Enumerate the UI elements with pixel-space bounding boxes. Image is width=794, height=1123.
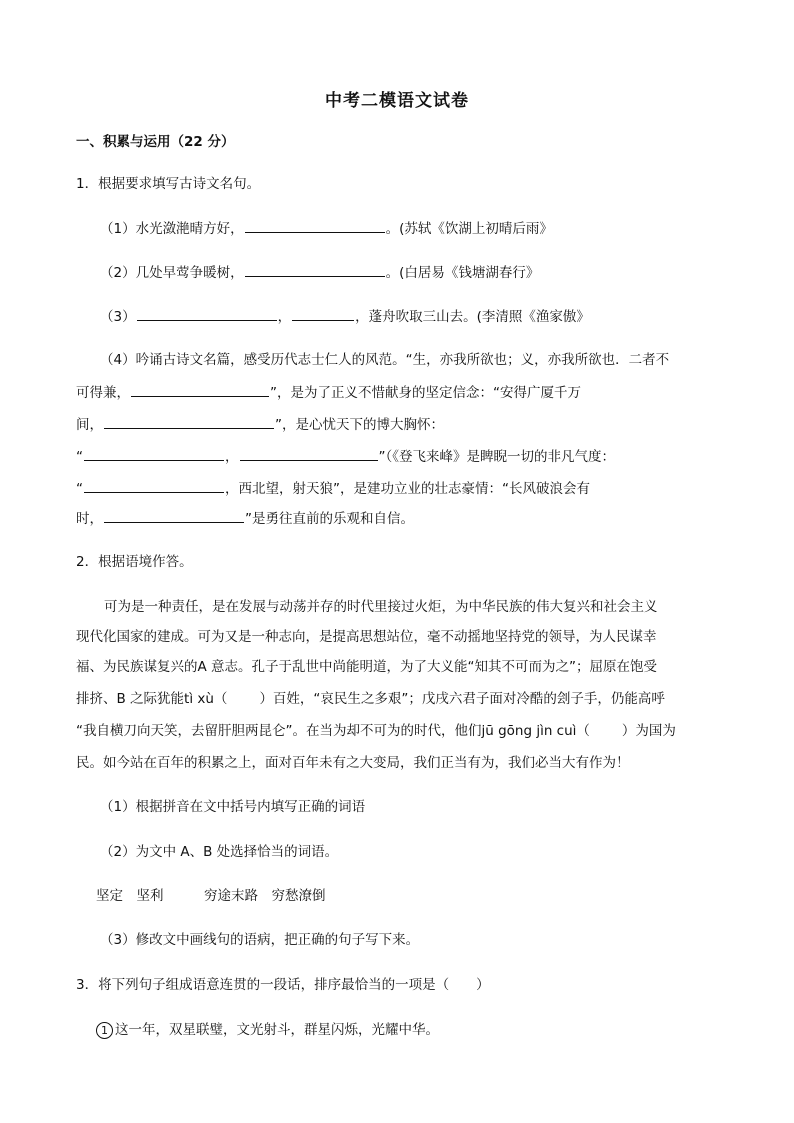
passage-line: “我自横刀向天笑，去留肝胆两昆仑”。在当为却不可为的时代，他们jū gōng jìn cuì（ ）为国为 [76, 723, 676, 739]
q1-item-4-line: “ ，西北望，射天狼”，是建功立业的壮志豪情：“长风破浪会有 [76, 478, 590, 499]
answer-blank[interactable] [84, 446, 224, 461]
passage-line: 排挤、B 之际犹能tì xù（ ）百姓，“哀民生之多艰”；戊戌六君子面对冷酷的刽子手，仍能高呼 [76, 691, 665, 707]
q2-subquestion-3: （3）修改文中画线句的语病，把正确的句子写下来。 [100, 932, 420, 948]
answer-blank[interactable] [137, 306, 277, 321]
answer-blank[interactable] [104, 414, 274, 429]
q1-item-1: （1）水光潋滟晴方好， 。(苏轼《饮湖上初晴后雨》 [100, 218, 553, 239]
answer-blank[interactable] [245, 218, 385, 233]
question-3-stem: 3．将下列句子组成语意连贯的一段话，排序最恰当的一项是（ ） [76, 977, 490, 993]
q1-item-4-line: “ ， ”（《登飞来峰》是睥睨一切的非凡气度： [76, 446, 615, 467]
q1-item-4-line: （4）吟诵古诗文名篇，感受历代志士仁人的风范。“生，亦我所欲也；义，亦我所欲也．二者不 [100, 352, 670, 368]
q2-subquestion-1: （1）根据拼音在文中括号内填写正确的词语 [100, 799, 366, 815]
passage-line: 民。如今站在百年的积累之上，面对百年未有之大变局，我们正当有为，我们必当大有作为！ [76, 755, 630, 771]
question-1-stem: 1．根据要求填写古诗文名句。 [76, 176, 261, 192]
passage-line: 福、为民族谋复兴的A 意志。孔子于乱世中尚能明道，为了大义能“知其不可而为之”；屈原在饱受 [76, 659, 658, 675]
answer-blank[interactable] [245, 262, 385, 277]
circled-number-1: 1 [96, 1022, 113, 1039]
q1-item-3: （3） ， ，蓬舟吹取三山去。(李清照《渔家傲》 [100, 306, 590, 327]
answer-blank[interactable] [84, 478, 224, 493]
question-2-stem: 2．根据语境作答。 [76, 554, 193, 570]
q2-choices: 坚定 坚利 穷途末路 穷愁潦倒 [96, 888, 326, 904]
answer-blank[interactable] [292, 306, 354, 321]
answer-blank[interactable] [104, 508, 244, 523]
passage-line: 可为是一种责任，是在发展与动荡并存的时代里接过火炬，为中华民族的伟大复兴和社会主义 [104, 599, 658, 615]
q1-item-4-line: 间， ”，是心忧天下的博大胸怀： [76, 414, 444, 435]
passage-line: 现代化国家的建成。可为又是一种志向，是提高思想站位，毫不动摇地坚持党的领导，为人民谋幸 [76, 629, 657, 645]
answer-blank[interactable] [240, 446, 378, 461]
page-title: 中考二模语文试卷 [325, 91, 469, 111]
q1-item-2: （2）几处早莺争暖树， 。(白居易《钱塘湖春行》 [100, 262, 539, 283]
q1-item-4-line: 可得兼， ”，是为了正义不惜献身的坚定信念：“安得广厦千万 [76, 382, 581, 403]
section-heading: 一、积累与运用（22 分） [76, 134, 235, 150]
q2-subquestion-2: （2）为文中 A、B 处选择恰当的词语。 [100, 844, 339, 860]
answer-blank[interactable] [131, 382, 269, 397]
q3-sentence-1: 1 这一年，双星联璧，文光射斗，群星闪烁，光耀中华。 [96, 1020, 439, 1040]
q1-item-4-line: 时， ”是勇往直前的乐观和自信。 [76, 508, 414, 529]
